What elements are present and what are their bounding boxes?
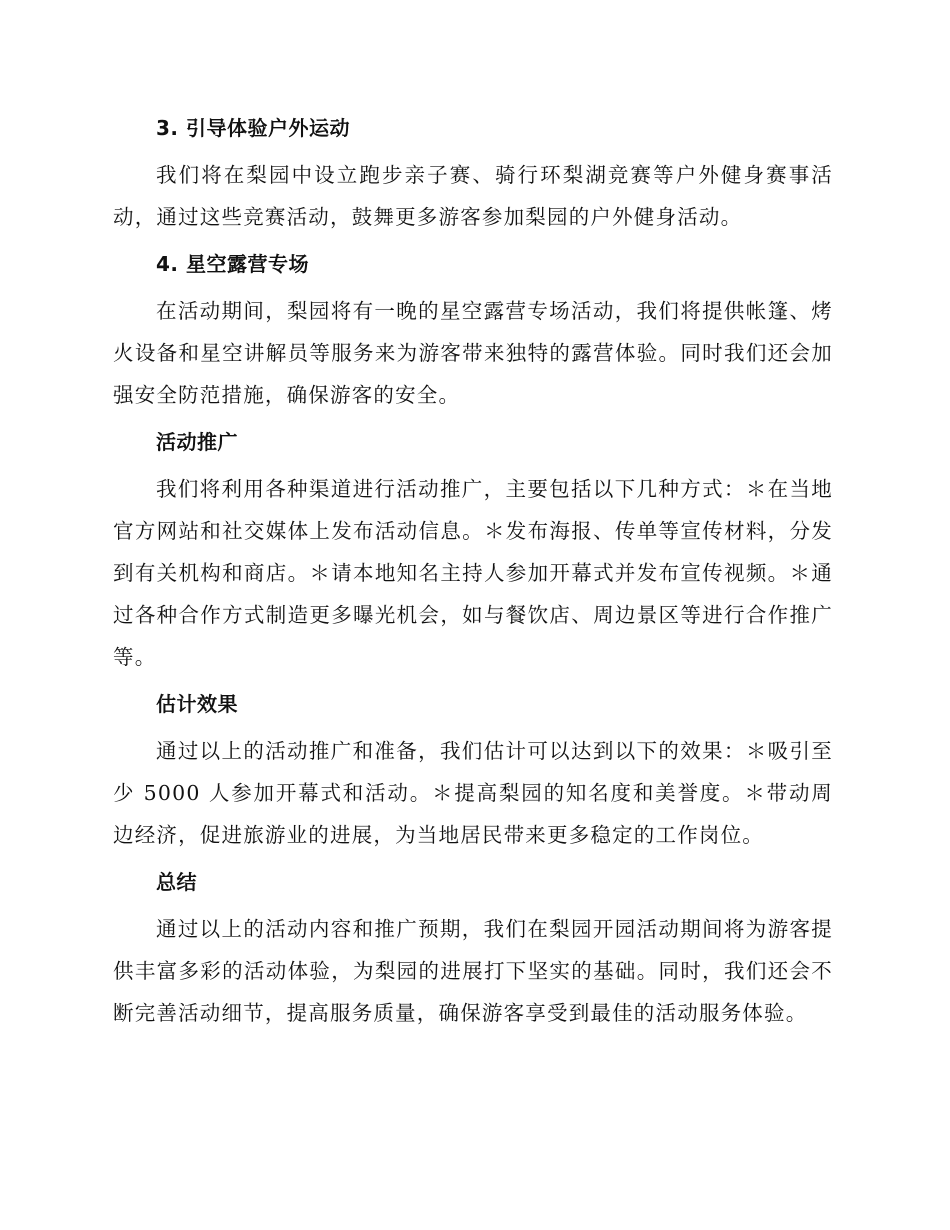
section-starry-camping [113, 244, 833, 416]
section-paragraph: 在活动期间，梨园将有一晚的星空露营专场活动，我们将提供帐篷、烤火设备和星空讲解员等服务来为游客带来独特的露营体验。同时我们还会加强安全防范措施，确保游客的安全。 [113, 299, 833, 407]
section-heading: 总结 [156, 870, 197, 894]
section-outdoor-sports [113, 108, 833, 238]
section-expected-results [113, 684, 833, 856]
section-heading: 活动推广 [156, 430, 238, 454]
section-paragraph: 我们将在梨园中设立跑步亲子赛、骑行环梨湖竞赛等户外健身赛事活动，通过这些竞赛活动，鼓舞更多游客参加梨园的户外健身活动。 [113, 163, 833, 229]
section-paragraph: 通过以上的活动推广和准备，我们估计可以达到以下的效果：＊吸引至少 5000 人参加开幕式和活动。＊提高梨园的知名度和美誉度。＊带动周边经济，促进旅游业的进展，为当地居民带来更多稳定的工作岗位。 [113, 739, 833, 847]
section-paragraph: 通过以上的活动内容和推广预期，我们在梨园开园活动期间将为游客提供丰富多彩的活动体验，为梨园的进展打下坚实的基础。同时，我们还会不断完善活动细节，提高服务质量，确保游客享受到最佳的活动服务体验。 [113, 917, 833, 1025]
section-summary [113, 862, 833, 1034]
section-heading: 估计效果 [156, 692, 238, 716]
section-heading: 3. 引导体验户外运动 [156, 116, 350, 140]
section-promotion [113, 422, 833, 678]
section-heading: 4. 星空露营专场 [156, 252, 309, 276]
document-body [113, 108, 833, 1040]
section-paragraph: 我们将利用各种渠道进行活动推广，主要包括以下几种方式：＊在当地官方网站和社交媒体上发布活动信息。＊发布海报、传单等宣传材料，分发到有关机构和商店。＊请本地知名主持人参加开幕式并发布宣传视频。＊通过各种合作方式制造更多曝光机会，如与餐饮店、周边景区等进行合作推广等。 [113, 477, 833, 669]
